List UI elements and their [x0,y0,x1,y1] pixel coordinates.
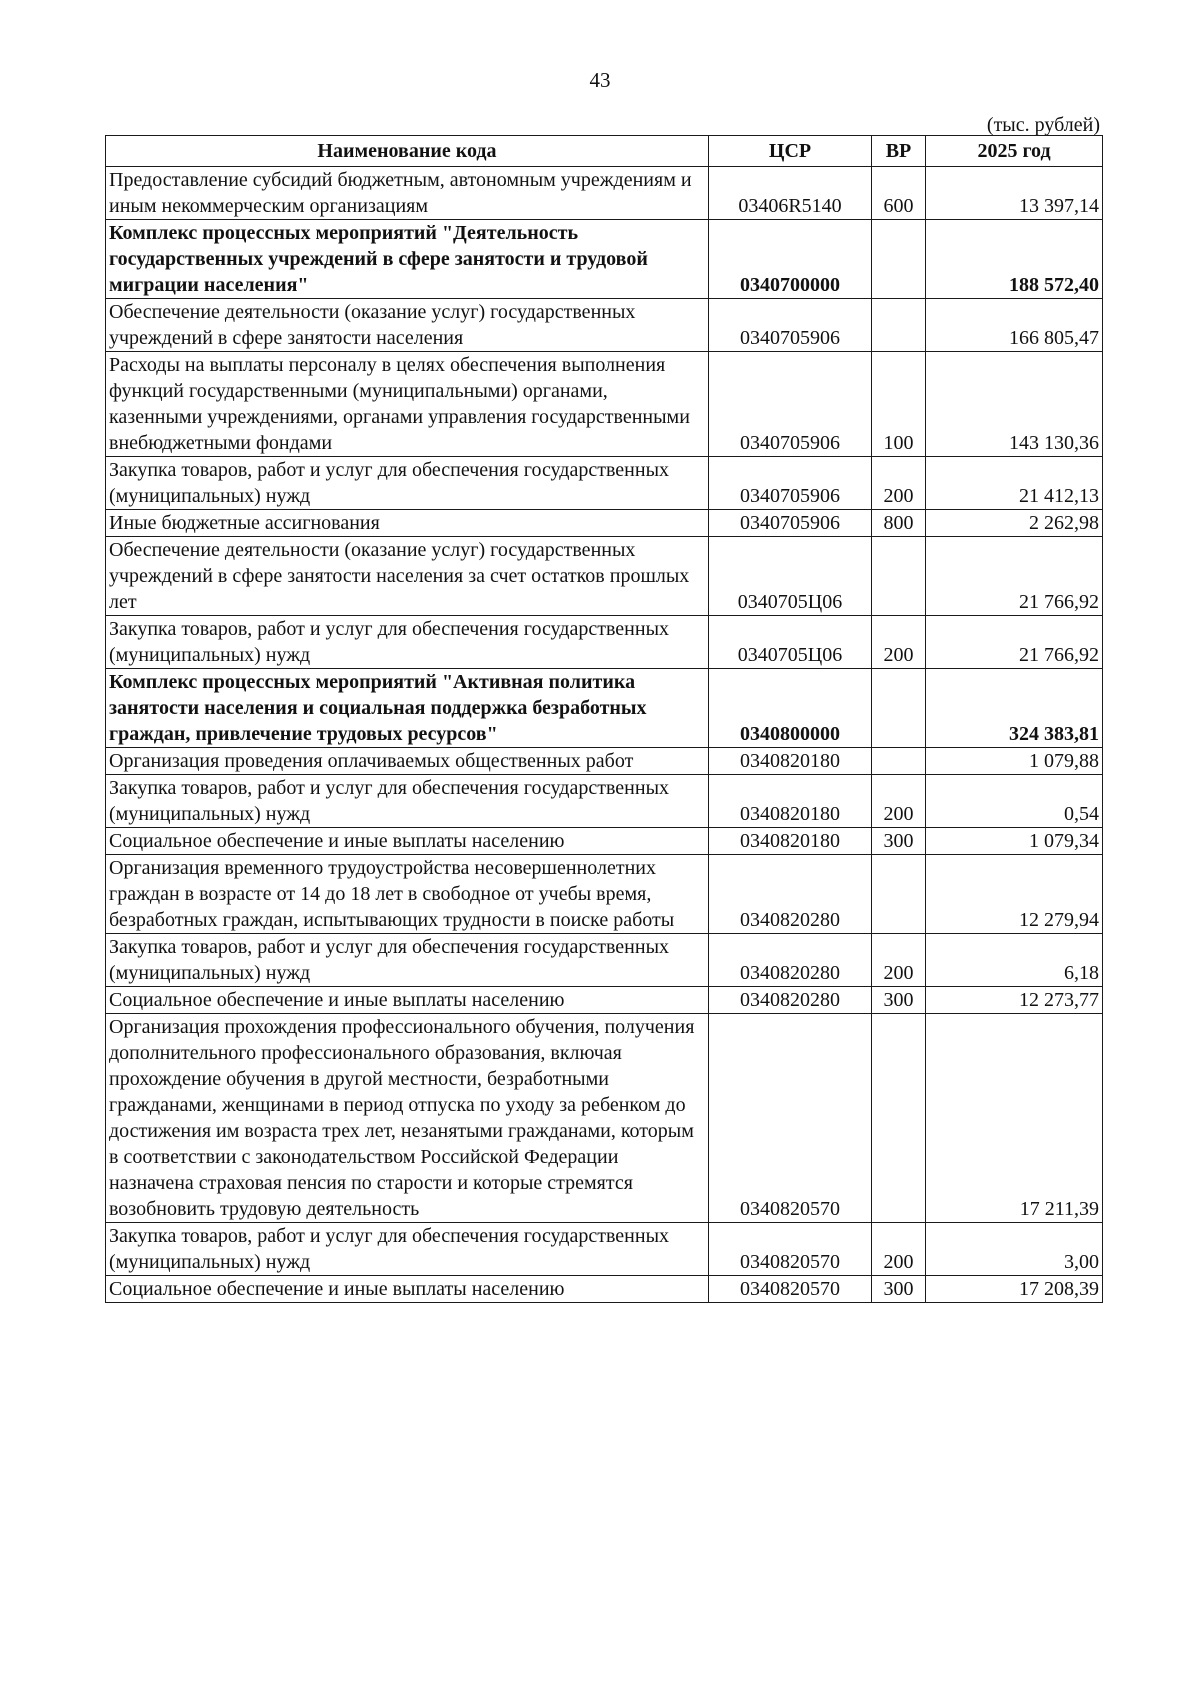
table-row [106,1014,1103,1223]
cell-vr: 600 [872,167,926,220]
table-row [106,828,1103,855]
table-row [106,220,1103,299]
header-csr: ЦСР [709,136,872,167]
cell-vr: 200 [872,934,926,987]
table-row [106,510,1103,537]
cell-csr: 0340705906 [709,299,872,352]
cell-csr: 0340820570 [709,1276,872,1303]
budget-table [105,135,1103,1303]
header-year: 2025 год [926,136,1103,167]
cell-vr: 300 [872,987,926,1014]
cell-vr [872,669,926,748]
cell-sum: 1 079,88 [926,748,1103,775]
cell-sum: 17 208,39 [926,1276,1103,1303]
cell-name: Закупка товаров, работ и услуг для обеспечения государственных (муниципальных) нужд [106,457,709,510]
cell-name: Комплекс процессных мероприятий "Активная политика занятости населения и социальная поддержка безработных граждан, привлечение трудовых ресурсов" [106,669,709,748]
cell-csr: 0340705Ц06 [709,616,872,669]
cell-csr: 0340820280 [709,855,872,934]
cell-vr: 100 [872,352,926,457]
cell-csr: 0340700000 [709,220,872,299]
table-row [106,775,1103,828]
cell-name: Обеспечение деятельности (оказание услуг) государственных учреждений в сфере занятости населения за счет остатков прошлых лет [106,537,709,616]
cell-csr: 0340820280 [709,987,872,1014]
cell-csr: 0340800000 [709,669,872,748]
cell-sum: 188 572,40 [926,220,1103,299]
table-body [106,167,1103,1303]
page-number: 43 [589,68,611,92]
cell-sum: 324 383,81 [926,669,1103,748]
table-row [106,934,1103,987]
cell-name: Социальное обеспечение и иные выплаты населению [106,828,709,855]
table-row [106,1276,1103,1303]
table-row [106,352,1103,457]
table-row [106,537,1103,616]
header-vr: ВР [872,136,926,167]
cell-vr: 200 [872,457,926,510]
cell-vr [872,1014,926,1223]
cell-name: Иные бюджетные ассигнования [106,510,709,537]
table-row [106,616,1103,669]
cell-vr: 300 [872,1276,926,1303]
cell-name: Организация прохождения профессионального обучения, получения дополнительного профессионального образования, включая прохождение обучения в другой местности, безработными гражданами, женщинами в период отпуска по уходу за ребенком до достижения им возраста трех лет, незанятыми гражданами, которым в соответствии с законодательством Российской Федерации назначена страховая пенсия по старости и которые стремятся возобновить трудовую деятельность [106,1014,709,1223]
cell-sum: 21 412,13 [926,457,1103,510]
cell-vr: 800 [872,510,926,537]
cell-vr: 200 [872,616,926,669]
cell-csr: 0340705906 [709,457,872,510]
cell-sum: 0,54 [926,775,1103,828]
cell-csr: 0340820180 [709,828,872,855]
cell-sum: 3,00 [926,1223,1103,1276]
cell-csr: 03406R5140 [709,167,872,220]
cell-csr: 0340820180 [709,775,872,828]
table-header-row [106,136,1103,167]
cell-name: Обеспечение деятельности (оказание услуг) государственных учреждений в сфере занятости населения [106,299,709,352]
cell-name: Предоставление субсидий бюджетным, автономным учреждениям и иным некоммерческим организациям [106,167,709,220]
cell-csr: 0340705906 [709,352,872,457]
cell-name: Организация проведения оплачиваемых общественных работ [106,748,709,775]
cell-sum: 21 766,92 [926,616,1103,669]
cell-vr [872,855,926,934]
units-label: (тыс. рублей) [986,114,1100,136]
cell-sum: 1 079,34 [926,828,1103,855]
table-row [106,987,1103,1014]
cell-csr: 0340705906 [709,510,872,537]
cell-csr: 0340820280 [709,934,872,987]
cell-csr: 0340820570 [709,1223,872,1276]
cell-sum: 166 805,47 [926,299,1103,352]
cell-sum: 6,18 [926,934,1103,987]
cell-name: Социальное обеспечение и иные выплаты населению [106,1276,709,1303]
table-row [106,167,1103,220]
cell-name: Расходы на выплаты персоналу в целях обеспечения выполнения функций государственными (муниципальными) органами, казенными учреждениями, органами управления государственными внебюджетными фондами [106,352,709,457]
cell-sum: 12 279,94 [926,855,1103,934]
table-row [106,299,1103,352]
table-row [106,457,1103,510]
cell-vr [872,537,926,616]
cell-sum: 21 766,92 [926,537,1103,616]
table-row [106,748,1103,775]
header-name: Наименование кода [106,136,709,167]
cell-name: Организация временного трудоустройства несовершеннолетних граждан в возрасте от 14 до 18 лет в свободное от учебы время, безработных граждан, испытывающих трудности в поиске работы [106,855,709,934]
cell-csr: 0340820180 [709,748,872,775]
cell-name: Социальное обеспечение и иные выплаты населению [106,987,709,1014]
table-row [106,669,1103,748]
cell-name: Комплекс процессных мероприятий "Деятельность государственных учреждений в сфере занятости и трудовой миграции населения" [106,220,709,299]
cell-name: Закупка товаров, работ и услуг для обеспечения государственных (муниципальных) нужд [106,934,709,987]
table-row [106,1223,1103,1276]
cell-sum: 143 130,36 [926,352,1103,457]
cell-csr: 0340705Ц06 [709,537,872,616]
cell-vr: 200 [872,1223,926,1276]
cell-sum: 13 397,14 [926,167,1103,220]
cell-name: Закупка товаров, работ и услуг для обеспечения государственных (муниципальных) нужд [106,616,709,669]
cell-sum: 2 262,98 [926,510,1103,537]
cell-vr: 200 [872,775,926,828]
cell-vr: 300 [872,828,926,855]
cell-vr [872,220,926,299]
cell-csr: 0340820570 [709,1014,872,1223]
cell-name: Закупка товаров, работ и услуг для обеспечения государственных (муниципальных) нужд [106,1223,709,1276]
cell-name: Закупка товаров, работ и услуг для обеспечения государственных (муниципальных) нужд [106,775,709,828]
cell-sum: 12 273,77 [926,987,1103,1014]
table-row [106,855,1103,934]
cell-vr [872,748,926,775]
cell-vr [872,299,926,352]
cell-sum: 17 211,39 [926,1014,1103,1223]
